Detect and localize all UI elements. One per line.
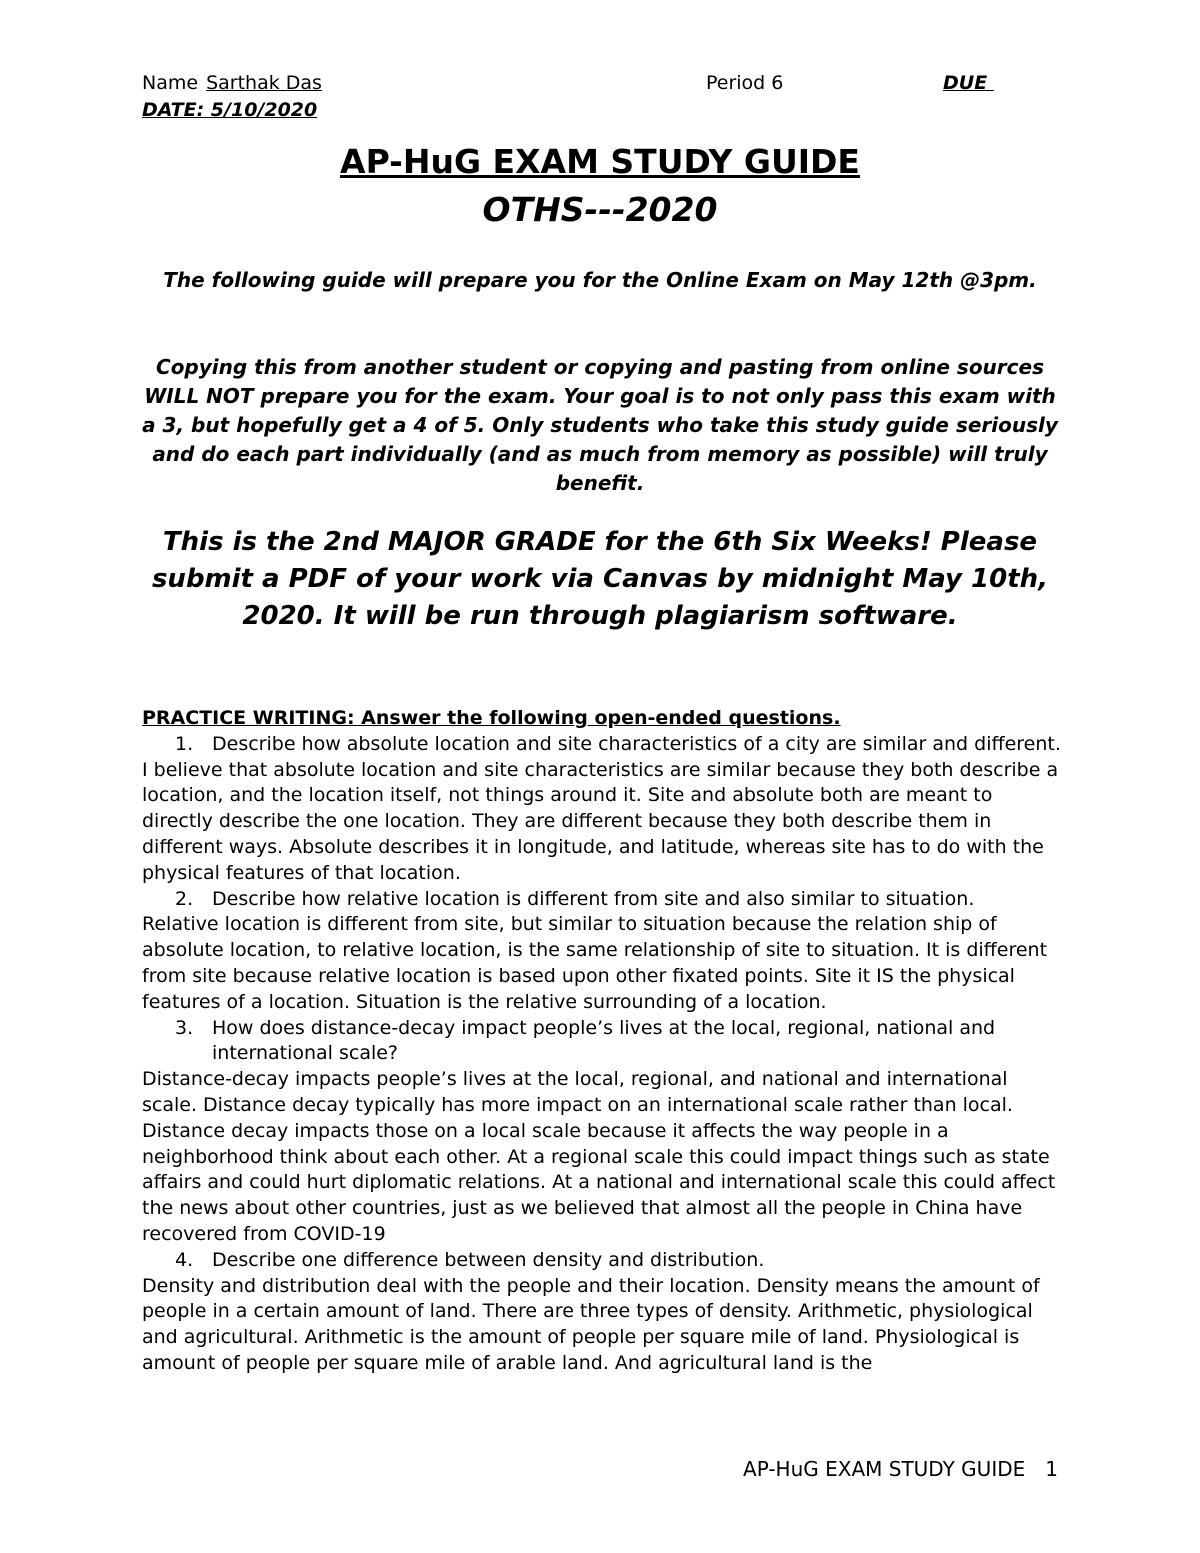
- question-number: 1.: [175, 732, 194, 755]
- page-number: 1: [1045, 1457, 1058, 1481]
- document-subtitle: OTHS---2020: [482, 190, 718, 229]
- answer-2: Relative location is different from site, but similar to situation because the relation ship of absolute location, to relative location, is the same relationship of site to situation. It is different from site because relative location is based upon other fixated points. Site it IS the physical features of a location. Situation is the relative surrounding of a location.: [142, 913, 1048, 1013]
- section-heading: PRACTICE WRITING: Answer the following open-ended questions.: [142, 707, 841, 729]
- document-title: AP-HuG EXAM STUDY GUIDE: [340, 142, 860, 181]
- question-text: Describe how absolute location and site characteristics of a city are similar and different.: [212, 732, 1061, 755]
- question-1: [142, 732, 1062, 758]
- period: Period 6: [706, 72, 784, 94]
- question-4: [142, 1248, 1062, 1274]
- question-2: [142, 887, 1062, 913]
- major-grade-notice: This is the 2nd MAJOR GRADE for the 6th Six Weeks! Please submit a PDF of your work via Canvas by midnight May 10th, 2020. It will be run through plagiarism software.: [151, 527, 1049, 631]
- question-text: Describe one difference between density and distribution.: [212, 1248, 765, 1271]
- footer-title: AP-HuG EXAM STUDY GUIDE: [743, 1457, 1026, 1481]
- question-number: 4.: [175, 1248, 194, 1271]
- name-label: Name: [142, 72, 199, 94]
- name-value: Sarthak Das: [206, 72, 322, 94]
- practice-writing-section: [142, 706, 1062, 1377]
- answer-1: I believe that absolute location and site characteristics are similar because they both describe a location, and the location itself, not things around it. Site and absolute both are meant to directly describe the one location. They are different because they both describe them in different ways. Absolute describes it in longitude, and latitude, whereas site has to do with the physical features of that location.: [142, 758, 1059, 884]
- intro-paragraph-exam: The following guide will prepare you for the Online Exam on May 12th @3pm.: [163, 268, 1037, 292]
- intro-paragraph-warning: Copying this from another student or copying and pasting from online sources WILL NOT prepare you for the exam. Your goal is to not only pass this exam with a 3, but hopefully get a 4 of 5. Only students who take this study guide seriously and do each part individually (and as much from memory as possible) will truly benefit.: [142, 355, 1058, 495]
- answer-3: Distance-decay impacts people’s lives at the local, regional, and national and international scale. Distance decay typically has more impact on an international scale rather than local. Distance decay impacts those on a local scale because it affects the way people in a neighborhood think about each other. At a regional scale this could impact things such as state affairs and could hurt diplomatic relations. At a national and international scale this could affect the news about other countries, just as we believed that almost all the people in China have recovered from COVID-19: [142, 1068, 1056, 1245]
- due-date: DATE: 5/10/2020: [142, 99, 318, 121]
- question-text: Describe how relative location is different from site and also similar to situation.: [212, 887, 975, 910]
- answer-4: Density and distribution deal with the people and their location. Density means the amount of people in a certain amount of land. There are three types of density. Arithmetic, physiological and agricultural. Arithmetic is the amount of people per square mile of land. Physiological is amount of people per square mile of arable land. And agricultural land is the: [142, 1274, 1040, 1374]
- question-text: How does distance-decay impact people’s lives at the local, regional, national and international scale?: [212, 1016, 996, 1065]
- page-footer: [743, 1456, 1058, 1482]
- question-number: 3.: [175, 1016, 194, 1039]
- question-3: [142, 1016, 1062, 1068]
- question-number: 2.: [175, 887, 194, 910]
- student-name: [142, 70, 322, 96]
- due-label: DUE: [943, 72, 994, 94]
